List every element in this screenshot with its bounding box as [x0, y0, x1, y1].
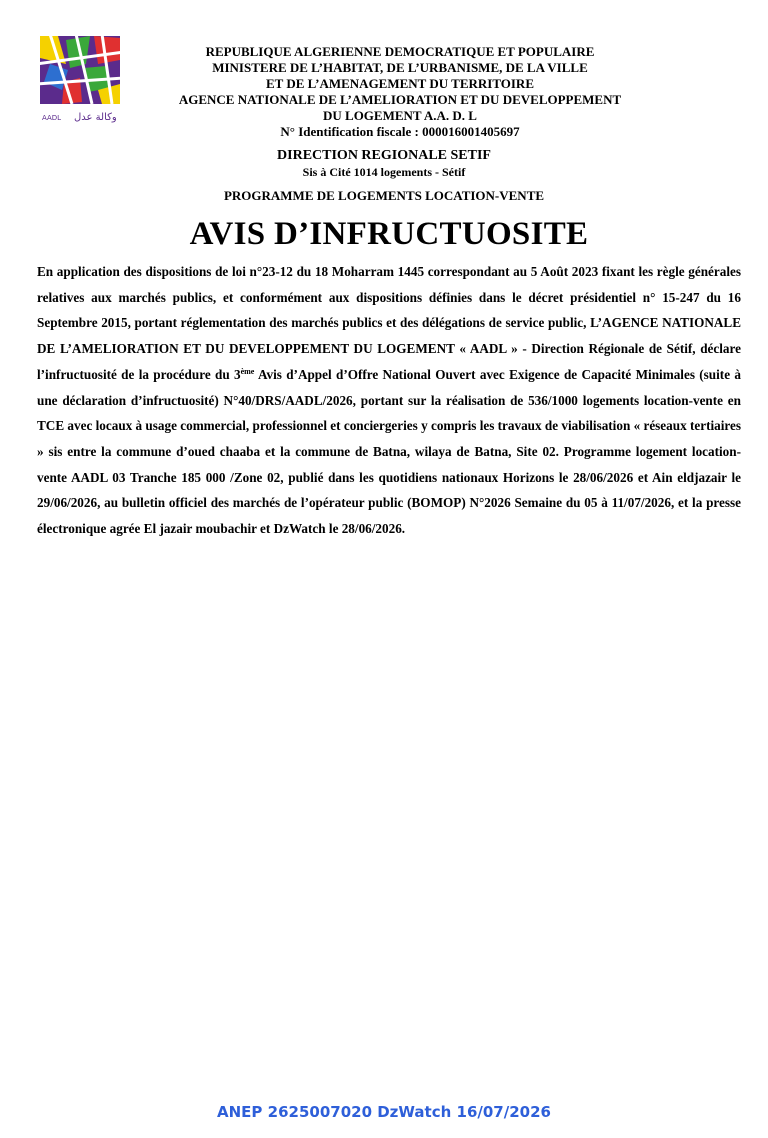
header-tax-id: N° Identification fiscale : 000016001405697 [280, 124, 520, 139]
header-address: Sis à Cité 1014 logements - Sétif [302, 165, 466, 179]
ordinal-superscript: ème [240, 366, 255, 376]
header-direction: DIRECTION REGIONALE SETIF [277, 148, 491, 163]
page-title: AVIS D’INFRUCTUOSITE [189, 216, 589, 252]
aadl-logo [36, 34, 124, 126]
header-programme: PROGRAMME DE LOGEMENTS LOCATION-VENTE [223, 188, 545, 203]
footer-reference: ANEP 2625007020 DzWatch 16/07/2026 [217, 1103, 551, 1121]
header-agency: AGENCE NATIONALE DE L’AMELIORATION ET DU DEVELOPPEMENT [178, 92, 622, 107]
logo-aadl-text: AADL [42, 114, 62, 122]
header-agency-cont: DU LOGEMENT A.A. D. L [323, 108, 477, 123]
header-ministry: MINISTERE DE L’HABITAT, DE L’URBANISME, DE LA VILLE [212, 60, 588, 75]
header-republic: REPUBLIQUE ALGERIENNE DEMOCRATIQUE ET POPULAIRE [205, 44, 595, 59]
notice-body [37, 259, 741, 542]
document-header [140, 44, 660, 140]
logo-arabic-text: وكالة عدل [74, 112, 117, 123]
notice-body-part2: Avis d’Appel d’Offre National Ouvert avec Exigence de Capacité Minimales (suite à une déclaration d’infructuosité) N°40/DRS/AADL/2026, portant sur la réalisation de 536/1000 logements location-vente en TCE avec locaux à usage commercial, professionnel et conciergeries y compris les travaux de viabilisation « réseaux tertiaires » sis entre la commune d’oued chaaba et la commune de Batna, wilaya de Batna, Site 02. Programme logement location-vente AADL 03 Tranche 185 000 /Zone 02, publié dans les quotidiens nationaux Horizons le 28/06/2026 et Ain eldjazair le 29/06/2026, au bulletin officiel des marchés de l’opérateur public (BOMOP) N°2026 Semaine du 05 à 11/07/2026, et la presse électronique agrée El jazair moubachir et DzWatch le 28/06/2026. [37, 366, 741, 537]
header-ministry-cont: ET DE L’AMENAGEMENT DU TERRITOIRE [265, 76, 534, 91]
notice-body-part1: En application des dispositions de loi n°23-12 du 18 Moharram 1445 correspondant au 5 Août 2023 fixant les règle générales relatives aux marchés publics, et conformément aux dispositions définies dans le décret présidentiel n° 15-247 du 16 Septembre 2015, portant réglementation des marchés publics et des délégations de service public, L’AGENCE NATIONALE DE L’AMELIORATION ET DU DEVELOPPEMENT DU LOGEMENT « AADL » - Direction Régionale de Sétif, déclare l’infructuosité de la procédure du 3 [37, 264, 741, 382]
